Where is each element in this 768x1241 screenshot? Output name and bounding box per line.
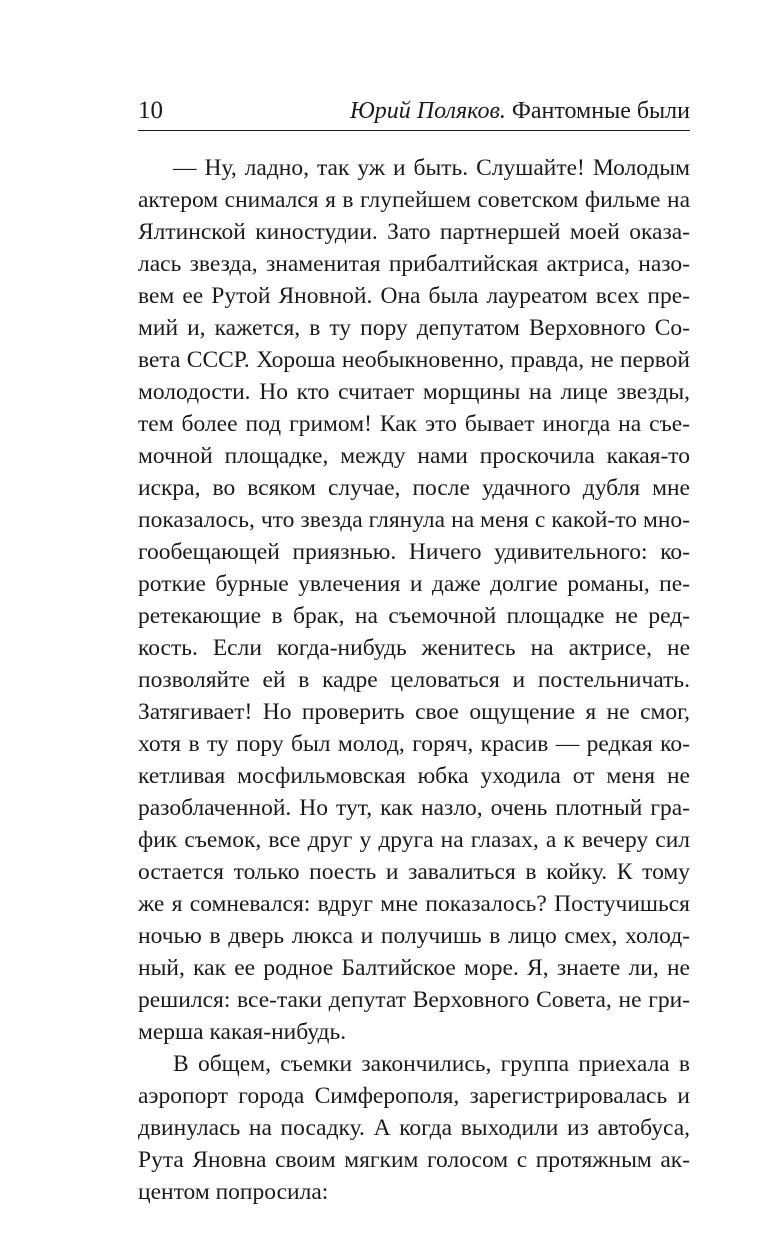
text-line: гообещающей приязнью. Ничего удивительного: ко- [138,539,690,565]
text-line: показалось, что звезда глянула на меня с какой-то мно- [138,507,690,533]
text-line: искра, во всяком случае, после удачного дубля мне [138,475,690,501]
book-title: Фантомные были [511,98,690,124]
text-line: фик съемок, все друг у друга на глазах, а к вечеру сил [138,827,690,853]
text-line: мерша какая-нибудь. [138,1019,347,1045]
text-line: ретекающие в брак, на съемочной площадке не ред- [138,603,690,629]
text-line: двинулась на посадку. А когда выходили из автобуса, [138,1115,690,1141]
text-line: разоблаченной. Но тут, как назло, очень плотный гра- [138,795,690,821]
text-line: вем ее Рутой Яновной. Она была лауреатом всех пре- [138,283,690,309]
running-head [138,96,690,131]
text-line: ный, как ее родное Балтийское море. Я, знаете ли, не [138,955,690,981]
text-line: мочной площадке, между нами проскочила какая-то [138,443,690,469]
text-line: кость. Если когда-нибудь женитесь на актрисе, не [138,635,690,661]
text-line: ночью в дверь люкса и получишь в лицо смех, холод- [138,923,690,949]
text-line: Затягивает! Но проверить свое ощущение я не смог, [138,699,690,725]
text-line: лась звезда, знаменитая прибалтийская актриса, назо- [138,251,690,277]
page-number: 10 [138,97,163,124]
body-text [138,152,690,1208]
text-line: центом попросила: [138,1179,329,1205]
paragraph [138,1048,690,1208]
text-line: остается только поесть и завалиться в койку. К тому [138,859,690,885]
text-line: аэропорт города Симферополя, зарегистрировалась и [138,1083,690,1109]
text-line: Рута Яновна своим мягким голосом с протяжным ак- [138,1147,690,1173]
text-line: мий и, кажется, в ту пору депутатом Верховного Со- [138,315,690,341]
text-line: вета СССР. Хороша необыкновенно, правда, не первой [138,347,690,373]
running-title [350,96,690,126]
text-line: — Ну, ладно, так уж и быть. Слушайте! Молодым [173,155,690,181]
paragraph [138,152,690,1048]
text-line: позволяйте ей в кадре целоваться и постельничать. [138,667,690,693]
text-line: хотя в ту пору был молод, горяч, красив — редкая ко- [138,731,690,757]
text-line: решился: все-таки депутат Верховного Совета, не гри- [138,987,690,1013]
text-line: кетливая мосфильмовская юбка уходила от меня не [138,763,690,789]
text-line: В общем, съемки закончились, группа приехала в [173,1051,690,1077]
text-line: тем более под гримом! Как это бывает иногда на съе- [138,411,690,437]
author-name: Юрий Поляков. [350,98,506,124]
text-line: же я сомневался: вдруг мне показалось? Постучишься [138,891,690,917]
text-line: молодости. Но кто считает морщины на лице звезды, [138,379,690,405]
text-line: роткие бурные увлечения и даже долгие романы, пе- [138,571,690,597]
text-line: Ялтинской киностудии. Зато партнершей моей оказа- [138,219,690,245]
text-line: актером снимался я в глупейшем советском фильме на [138,187,690,213]
